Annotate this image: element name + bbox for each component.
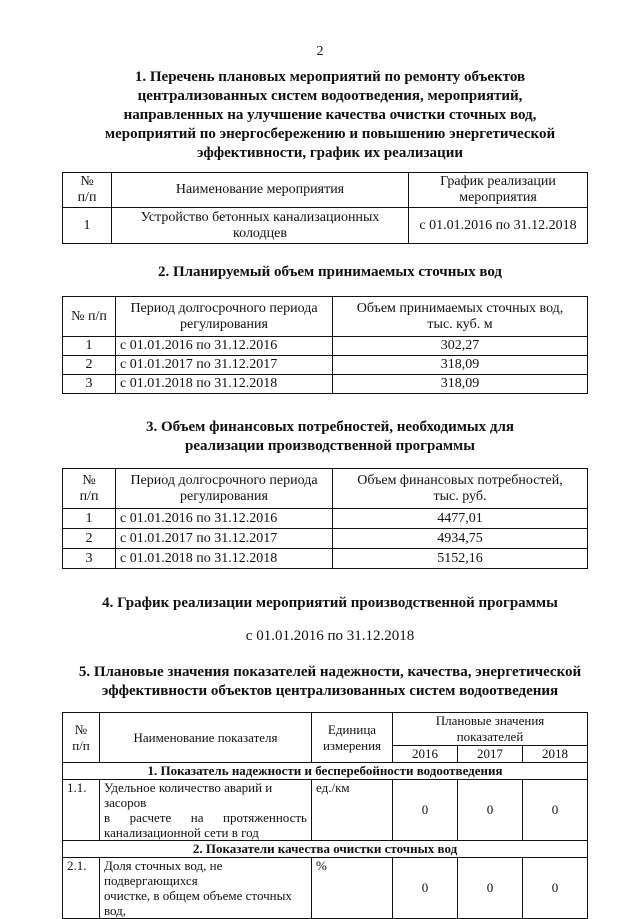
- row-num: 1: [63, 208, 112, 244]
- section3-title: 3. Объем финансовых потребностей, необходимых для реализации производственной программы: [145, 419, 515, 454]
- row-num: 2.1.: [63, 858, 100, 919]
- header-num: № п/п: [63, 469, 116, 509]
- section4-title: 4. График реализации мероприятий производственной программы: [102, 595, 558, 611]
- row-num: 3: [63, 375, 116, 394]
- row-value: 5152,16: [333, 549, 588, 569]
- row-name: Устройство бетонных канализационных колодцев: [112, 208, 409, 244]
- finance-table: [62, 468, 588, 569]
- table-header-row: [63, 469, 588, 509]
- activities-table: [62, 172, 588, 244]
- table-header-row: [63, 173, 588, 208]
- row-value-2018: 0: [523, 780, 588, 841]
- table-row: [63, 509, 588, 529]
- row-value-2017: 0: [458, 780, 523, 841]
- header-year-2017: 2017: [458, 746, 523, 763]
- table-row: [63, 375, 588, 394]
- row-value: 4477,01: [333, 509, 588, 529]
- row-unit: %: [312, 858, 393, 919]
- page-number: 2: [316, 44, 324, 59]
- table-row: [63, 780, 588, 841]
- row-value: 302,27: [333, 337, 588, 356]
- row-num: 1.1.: [63, 780, 100, 841]
- group-row: [63, 763, 588, 780]
- row-period: с 01.01.2017 по 31.12.2017: [116, 356, 333, 375]
- row-period: с 01.01.2018 по 31.12.2018: [116, 375, 333, 394]
- section4-period: с 01.01.2016 по 31.12.2018: [245, 628, 415, 644]
- header-schedule: График реализации мероприятия: [409, 173, 588, 208]
- row-unit: ед./км: [312, 780, 393, 841]
- row-period: с 01.01.2017 по 31.12.2017: [116, 529, 333, 549]
- row-num: 1: [63, 509, 116, 529]
- row-num: 3: [63, 549, 116, 569]
- group-row: [63, 841, 588, 858]
- table-row: [63, 356, 588, 375]
- row-name: Удельное количество аварий и засоров в расчете на протяженность канализационной сети в год: [100, 780, 312, 841]
- table-header-row: [63, 713, 588, 746]
- indicators-table: [62, 712, 588, 919]
- group-quality: 2. Показатели качества очистки сточных вод: [63, 841, 588, 858]
- table-row: [63, 208, 588, 244]
- header-num: № п/п: [63, 173, 112, 208]
- row-value: 318,09: [333, 356, 588, 375]
- header-unit: Единица измерения: [312, 713, 393, 763]
- row-period: с 01.01.2016 по 31.12.2016: [116, 337, 333, 356]
- table-row: [63, 337, 588, 356]
- row-num: 1: [63, 337, 116, 356]
- group-reliability: 1. Показатель надежности и бесперебойности водоотведения: [63, 763, 588, 780]
- row-num: 2: [63, 356, 116, 375]
- row-num: 2: [63, 529, 116, 549]
- row-value-2016: 0: [393, 780, 458, 841]
- header-planned: Плановые значения показателей: [393, 713, 588, 746]
- row-period: с 01.01.2016 по 31.12.2016: [116, 509, 333, 529]
- row-schedule: с 01.01.2016 по 31.12.2018: [409, 208, 588, 244]
- header-name: Наименование показателя: [100, 713, 312, 763]
- volume-table: [62, 296, 588, 394]
- header-year-2016: 2016: [393, 746, 458, 763]
- row-value-2018: 0: [523, 858, 588, 919]
- header-year-2018: 2018: [523, 746, 588, 763]
- row-value-2016: 0: [393, 858, 458, 919]
- table-header-row: [63, 297, 588, 337]
- row-period: с 01.01.2018 по 31.12.2018: [116, 549, 333, 569]
- row-name: Доля сточных вод, не подвергающихся очистке, в общем объеме сточных вод,: [100, 858, 312, 919]
- header-num: № п/п: [63, 713, 100, 763]
- section1-title: 1. Перечень плановых мероприятий по ремонту объектов централизованных систем водоотведения, мероприятий, направленных на улучшение качества очистки сточных вод, мероприятий по энергосбережению и повышению энергетической эффективности, график их реализации: [104, 69, 556, 161]
- header-volume: Объем финансовых потребностей, тыс. руб.: [333, 469, 588, 509]
- header-name: Наименование мероприятия: [112, 173, 409, 208]
- header-num: № п/п: [63, 297, 116, 337]
- header-period: Период долгосрочного периода регулирования: [116, 469, 333, 509]
- table-row: [63, 549, 588, 569]
- row-value: 4934,75: [333, 529, 588, 549]
- table-row: [63, 858, 588, 919]
- header-volume: Объем принимаемых сточных вод, тыс. куб. м: [333, 297, 588, 337]
- row-value: 318,09: [333, 375, 588, 394]
- section5-title: 5. Плановые значения показателей надежности, качества, энергетической эффективности объектов централизованных систем водоотведения: [78, 664, 582, 699]
- header-period: Период долгосрочного периода регулирования: [116, 297, 333, 337]
- table-row: [63, 529, 588, 549]
- section2-title: 2. Планируемый объем принимаемых сточных вод: [157, 264, 503, 280]
- row-value-2017: 0: [458, 858, 523, 919]
